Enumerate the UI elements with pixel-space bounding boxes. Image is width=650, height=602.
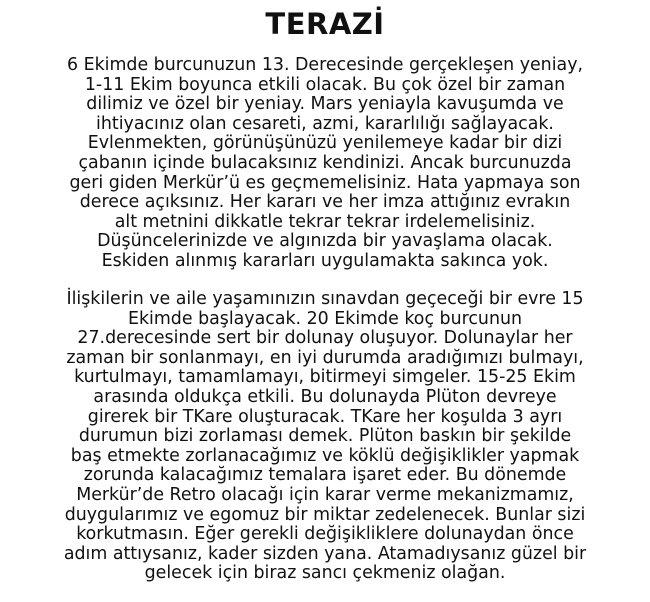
text-line: derece açıksınız. Her kararı ve her imza attığınız evrakın: [79, 192, 571, 213]
text-line: Eskiden alınmış kararları uygulamakta sakınca yok.: [101, 250, 549, 271]
text-line: baş etmekte zorlanacağımız ve köklü değişiklikler yapmak: [70, 445, 580, 466]
text-line: Ekimde başlayacak. 20 Ekimde koç burcunun: [127, 308, 523, 329]
text-line: 27.derecesinde sert bir dolunay oluşuyor. Dolunaylar her: [77, 328, 573, 349]
text-line: durumun bizi zorlaması demek. Plüton baskın bir şekilde: [78, 426, 572, 447]
text-line: adım attıysanız, kader sizden yana. Atamadıysanız güzel bir: [63, 543, 587, 564]
text-line: çabanın içinde bulacaksınız kendinizi. Ancak burcunuzda: [78, 152, 572, 173]
text-line: zorunda kalacağımız temalara işaret eder. Bu dönemde: [83, 465, 567, 486]
text-line: zaman bir sonlanmayı, en iyi durumda aradığımızı bulmayı,: [66, 347, 584, 368]
text-line: girerek bir TKare oluşturacak. TKare her koşulda 3 ayrı: [87, 406, 563, 427]
text-line: ihtiyacınız olan cesareti, azmi, kararlılığı sağlayacak.: [96, 113, 554, 134]
text-line: Merkür’de Retro olacağı için karar verme mekanizmamız,: [76, 484, 574, 505]
text-line: Düşüncelerinizde ve algınızda bir yavaşlama olacak.: [97, 231, 553, 252]
text-line: alt metnini dikkatle tekrar tekrar irdelemelisiniz.: [114, 211, 536, 232]
text-line: gelecek için biraz sancı çekmeniz olağan.: [144, 563, 506, 584]
paragraph-2: [4, 290, 646, 584]
text-line: Evlenmekten, görünüşünüzü yenilemeye kadar bir dizi: [87, 133, 563, 154]
text-line: geri giden Merkür’ü es geçmemelisiniz. Hata yapmaya son: [69, 172, 581, 193]
text-line: 1-11 Ekim boyunca etkili olacak. Bu çok özel bir zaman: [84, 74, 566, 95]
text-line: kurtulmayı, tamamlamayı, bitirmeyi simgeler. 15-25 Ekim: [74, 367, 576, 388]
paragraph-1: [4, 56, 646, 272]
text-line: duygularımız ve egomuz bir miktar zedelenecek. Bunlar sizi: [64, 504, 586, 525]
text-line: 6 Ekimde burcunuzun 13. Derecesinde gerçekleşen yeniay,: [66, 55, 584, 75]
text-line: İlişkilerin ve aile yaşamınızın sınavdan geçeceği bir evre 15: [66, 289, 584, 309]
article-title: TERAZİ: [265, 7, 385, 41]
text-line: dilimiz ve özel bir yeniay. Mars yeniayla kavuşumda ve: [86, 94, 564, 115]
text-line: korkutmasın. Eğer gerekli değişikliklere dolunaydan önce: [76, 524, 574, 545]
text-line: arasında oldukça etkili. Bu dolunayda Plüton devreye: [93, 386, 557, 407]
